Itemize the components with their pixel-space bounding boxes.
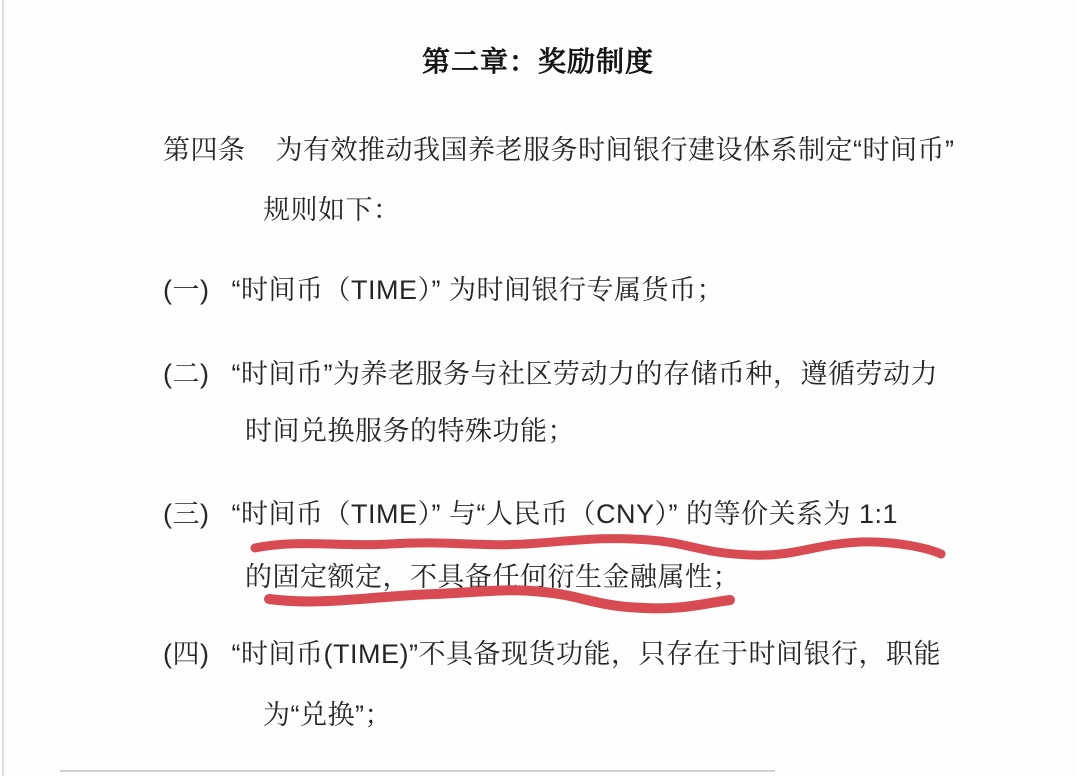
list-item-4 (163, 637, 941, 671)
list-item-2-text-line-2: 时间兑换服务的特殊功能； (245, 416, 575, 446)
page-edge-shadow-bottom (60, 770, 775, 772)
list-item-3 (163, 497, 898, 531)
list-item-1-number: (一) (163, 275, 210, 305)
list-item-3-text-line-2: 的固定额定，不具备任何衍生金融属性； (245, 562, 740, 592)
page-edge-shadow-left (2, 0, 4, 776)
article-4-line-1 (163, 133, 954, 167)
list-item-1-text: “时间币（TIME）” 为时间银行专属货币； (231, 275, 724, 305)
list-item-4-number: (四) (163, 639, 210, 669)
list-item-1 (163, 273, 724, 307)
article-4-line-2: 规则如下： (263, 195, 401, 225)
chapter-title: 第二章：奖励制度 (421, 46, 654, 77)
list-item-2 (163, 357, 938, 391)
list-item-2-number: (二) (163, 359, 210, 389)
list-item-4-text-line-1: “时间币(TIME)”不具备现货功能，只存在于时间银行，职能 (231, 639, 941, 669)
list-item-2-text-line-1: “时间币”为养老服务与社区劳动力的存储币种，遵循劳动力 (231, 359, 938, 389)
article-4-label: 第四条 (163, 135, 246, 165)
list-item-3-text-line-1: “时间币（TIME）” 与“人民币（CNY）” 的等价关系为 1:1 (231, 499, 898, 529)
article-4-text: 为有效推动我国养老服务时间银行建设体系制定“时间币” (275, 135, 955, 165)
list-item-4-text-line-2: 为“兑换”； (263, 700, 392, 730)
list-item-3-number: (三) (163, 499, 210, 529)
